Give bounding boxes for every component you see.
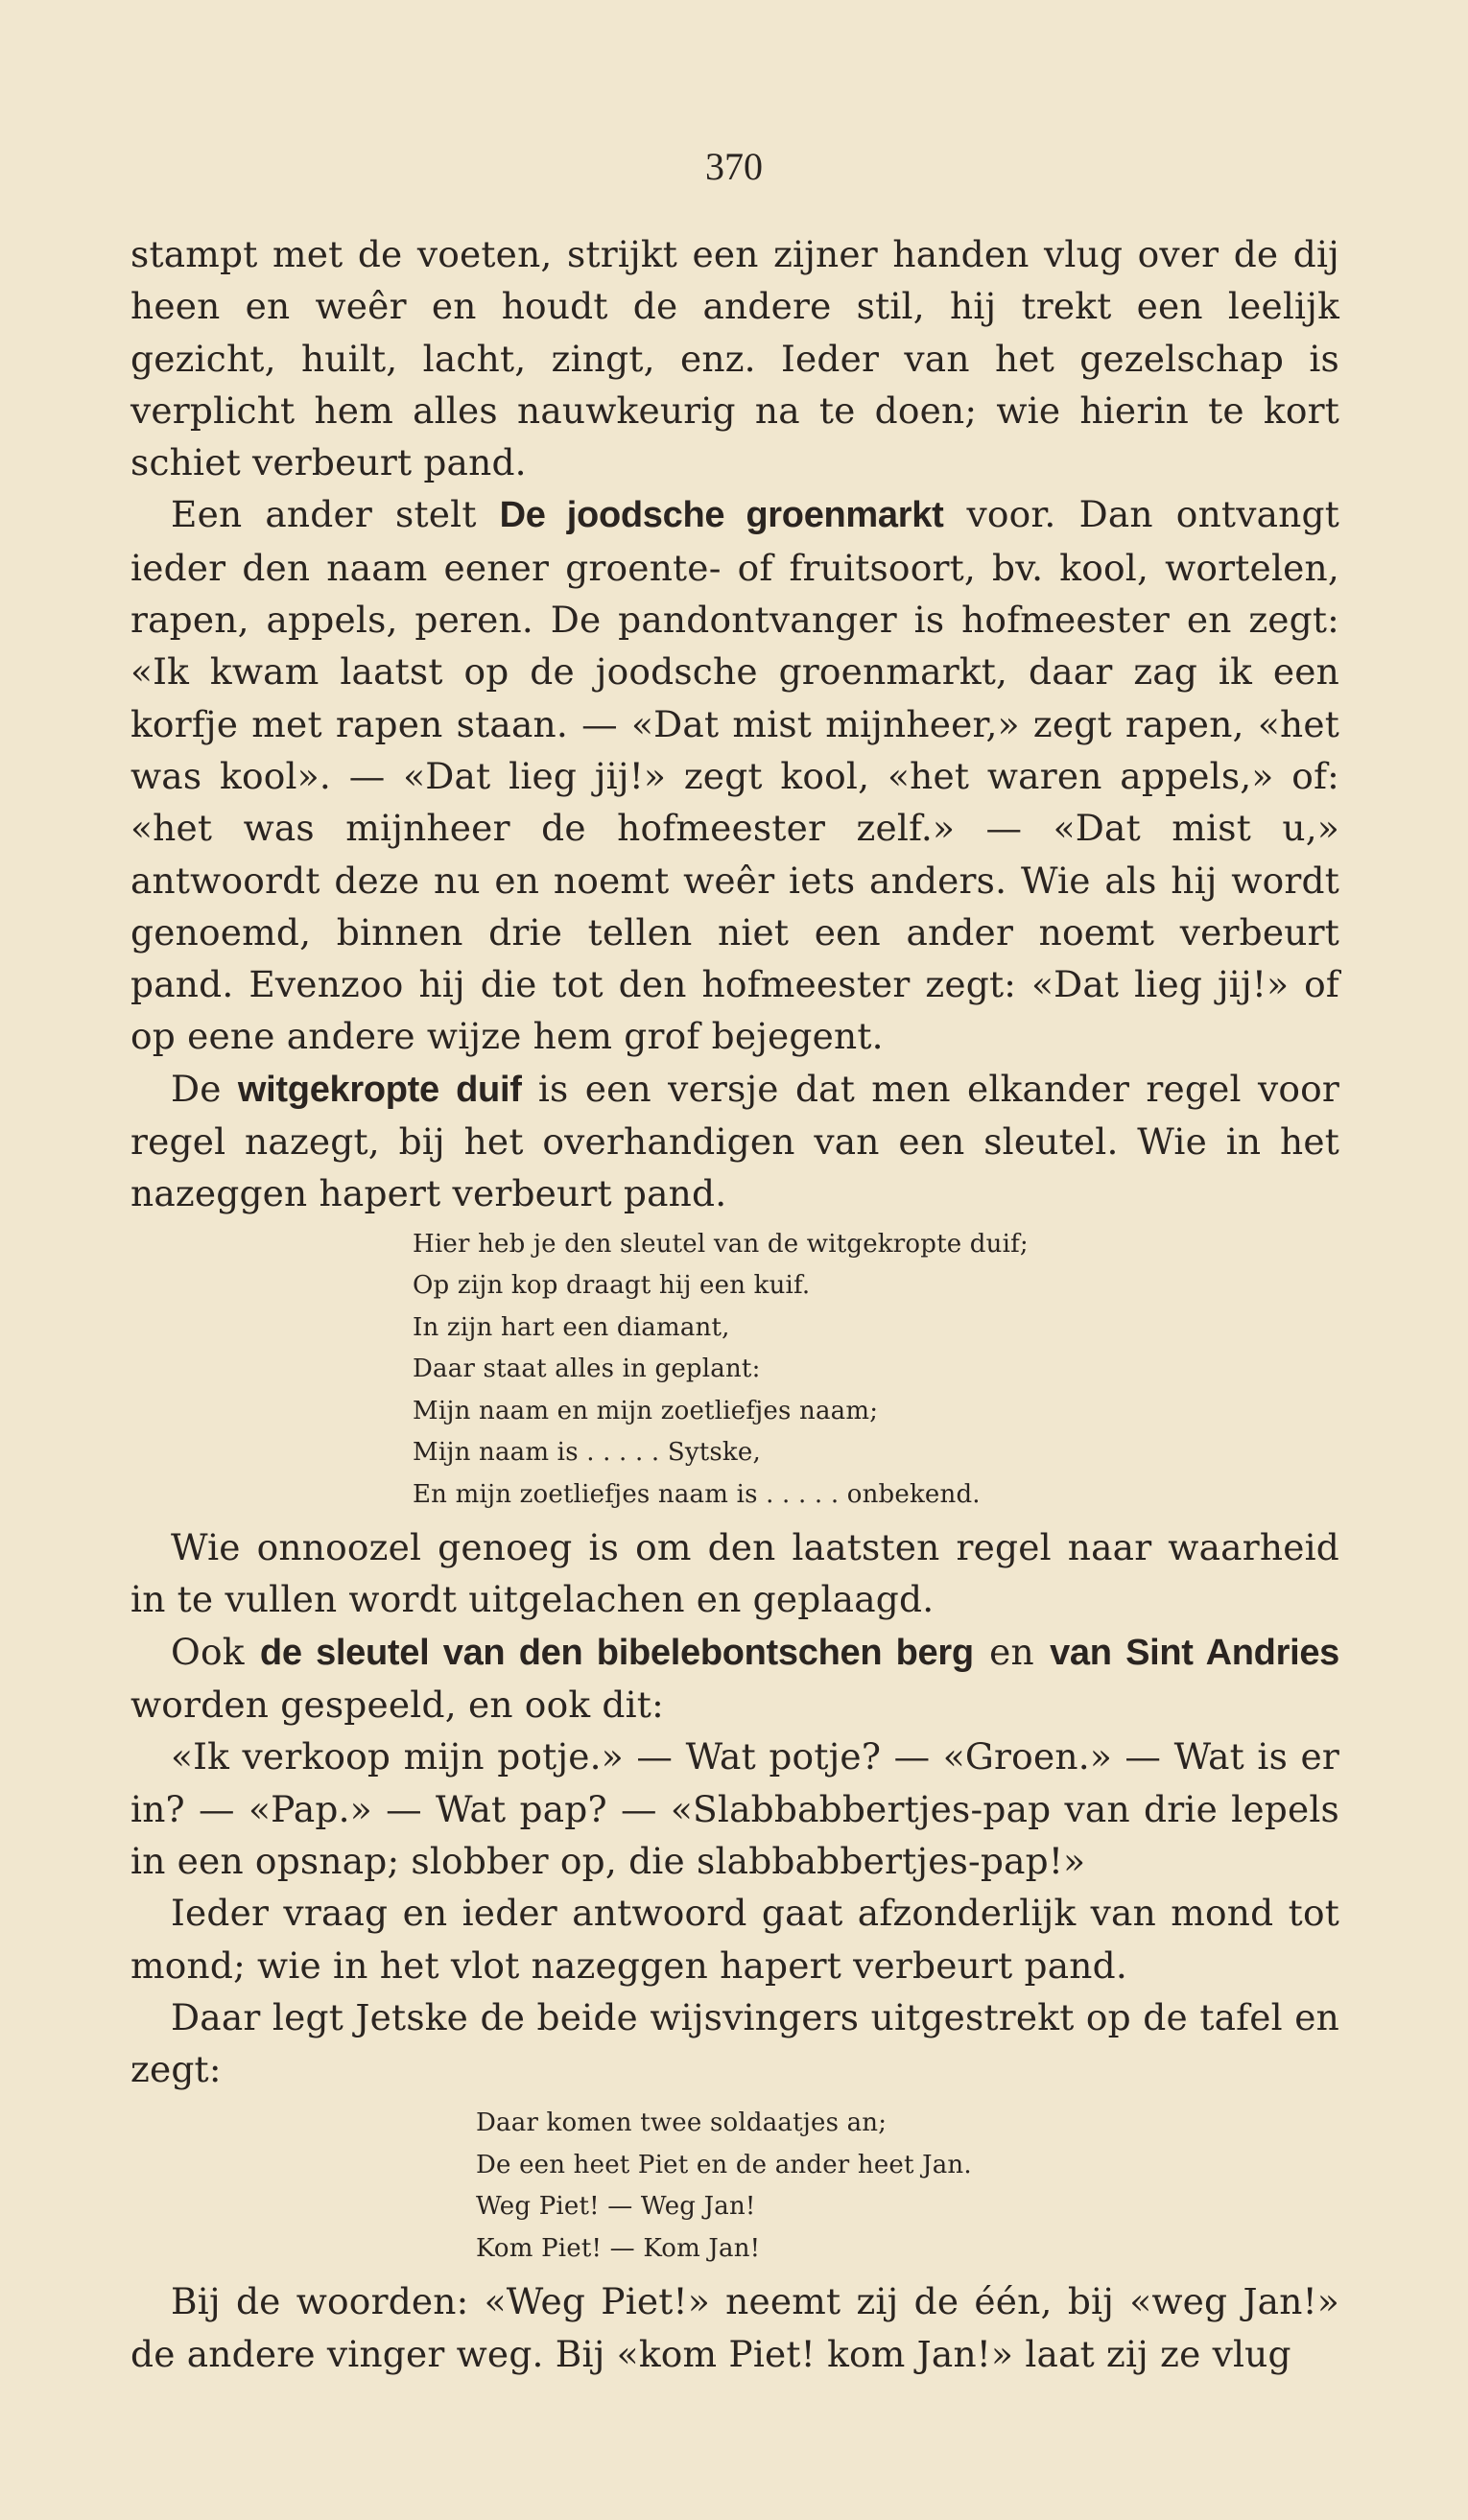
paragraph-4: Wie onnoozel genoeg is om den laatsten regel naar waarheid in te vullen wordt uitgelachen en geplaagd.: [130, 1526, 1339, 1621]
paragraph-5: Ook de sleutel van den bibelebontschen berg en van Sint Andries worden gespeeld, en ook dit:: [130, 1630, 1340, 1727]
paragraph-1: stampt met de voeten, strijkt een zijner handen vlug over de dij heen en weêr en houdt de andere stil, hij trekt een leelijk gezicht, huilt, lacht, zingt, enz. Ieder van het gezelschap is verplicht hem alles nauwkeurig na te doen; wie hierin te kort schiet verbeurt pand.: [130, 233, 1339, 484]
verse-line: Daar komen twee soldaatjes an;: [476, 2108, 888, 2138]
verse-line: En mijn zoetliefjes naam is . . . . . onbekend.: [413, 1479, 981, 1509]
page-number: 370: [705, 145, 763, 188]
verse-line: Daar staat alles in geplant:: [413, 1354, 761, 1384]
term-joodsche-groenmarkt: De joodsche groenmarkt: [499, 495, 944, 536]
paragraph-9: Bij de woorden: «Weg Piet!» neemt zij de één, bij «weg Jan!» de andere vinger weg. Bij «kom Piet! kom Jan!» laat zij ze vlug: [130, 2280, 1339, 2375]
verse-line: Hier heb je den sleutel van de witgekropte duif;: [413, 1229, 1029, 1259]
verse-line: De een heet Piet en de ander heet Jan.: [476, 2150, 972, 2179]
paragraph-6: «Ik verkoop mijn potje.» — Wat potje? — «Groen.» — Wat is er in? — «Pap.» — Wat pap? — «Slabbabbertjes-pap van drie lepels in een opsnap; slobber op, die slabbabbertjes-pap!»: [130, 1735, 1339, 1882]
body-text: [130, 228, 1339, 2380]
paragraph-2: Een ander stelt De joodsche groenmarkt voor. Dan ontvangt ieder den naam eener groente- of fruitsoort, bv. kool, wortelen, rapen, appels, peren. De pandontvanger is hofmeester en zegt: «Ik kwam laatst op de joodsche groenmarkt, daar zag ik een korfje met rapen staan. — «Dat mist mijnheer,» zegt rapen, «het was kool». — «Dat lieg jij!» zegt kool, «het waren appels,» of: «het was mijnheer de hofmeester zelf.» — «Dat mist u,» antwoordt deze nu en noemt weêr iets anders. Wie als hij wordt genoemd, binnen drie tellen niet een ander noemt verbeurt pand. Evenzoo hij die tot den hofmeester zegt: «Dat lieg jij!» of op eene andere wijze hem grof bejegent.: [130, 493, 1339, 1058]
verse-line: In zijn hart een diamant,: [413, 1312, 730, 1342]
paragraph-8: Daar legt Jetske de beide wijsvingers uitgestrekt op de tafel en zegt:: [130, 1995, 1339, 2091]
verse-line: Mijn naam en mijn zoetliefjes naam;: [413, 1396, 879, 1425]
paragraph-7: Ieder vraag en ieder antwoord gaat afzonderlijk van mond tot mond; wie in het vlot nazeggen hapert verbeurt pand.: [130, 1892, 1339, 1987]
verse-sleutel: [130, 1224, 1339, 1517]
verse-line: Weg Piet! — Weg Jan!: [476, 2192, 756, 2222]
verse-line: Kom Piet! — Kom Jan!: [476, 2233, 761, 2263]
term-witgekropte: witgekropte: [237, 1069, 439, 1110]
term-duif: duif: [456, 1069, 522, 1110]
verse-line: Op zijn kop draagt hij een kuif.: [413, 1271, 811, 1301]
term-bibelebontschen-berg: de sleutel van den bibelebontschen berg: [259, 1632, 974, 1673]
paragraph-3: De witgekropte duif is een versje dat men elkander regel voor regel nazegt, bij het overhandigen van een sleutel. Wie in het nazeggen hapert verbeurt pand.: [130, 1067, 1340, 1215]
verse-line: Mijn naam is . . . . . Sytske,: [413, 1438, 761, 1468]
verse-soldaatjes: [130, 2103, 1339, 2270]
term-sint-andries: van Sint Andries: [1050, 1632, 1340, 1673]
